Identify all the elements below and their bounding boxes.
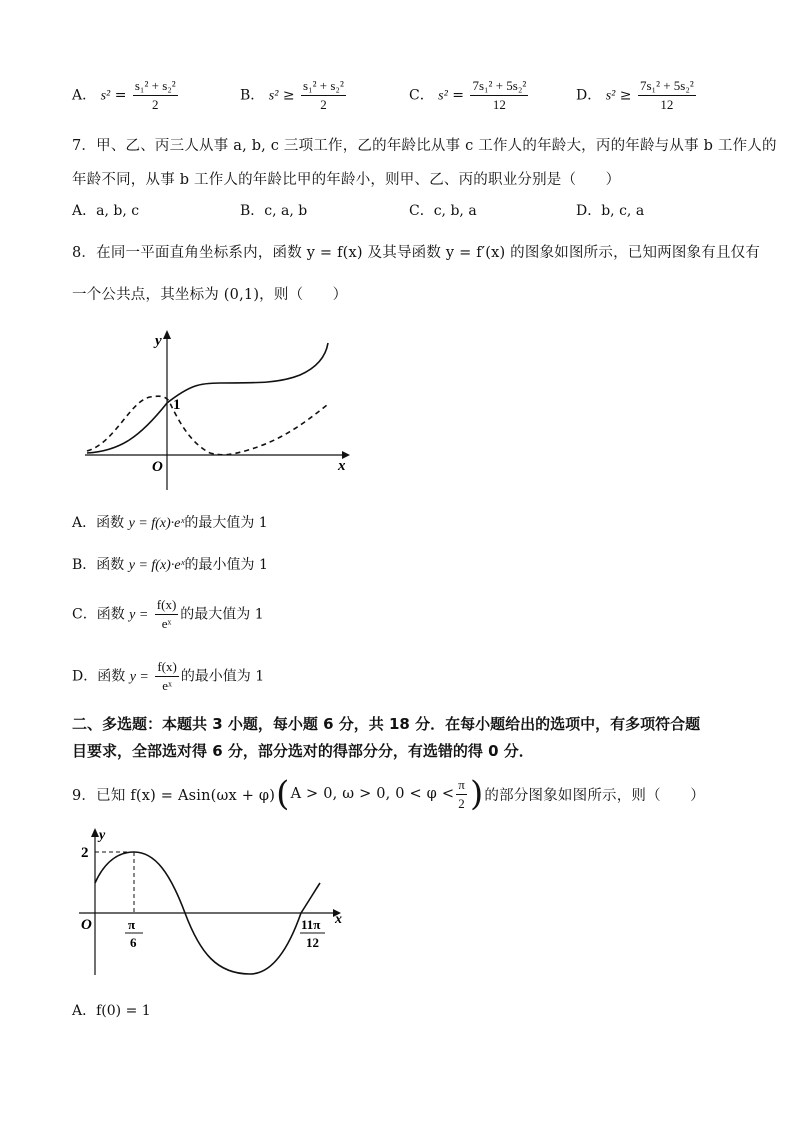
option-label: C．: [409, 87, 434, 104]
section2-heading-line1: 二、多选题：本题共 3 小题，每小题 6 分，共 18 分．在每小题给出的选项中，有多项符合题: [72, 715, 701, 733]
q8-stem-line2: 一个公共点，其坐标为 (0,1)，则（ ）: [72, 287, 348, 303]
option-lhs: s²: [438, 88, 448, 104]
option-fraction: $\frac{\text{s₁² + s₂²}}{2}$: [303, 78, 344, 112]
q7-option-a: A．a, b, c: [72, 203, 140, 219]
q9-stem: 9．已知 f(x) = Asin(ωx + φ) ( A > 0, ω > 0, 0 < φ < $\frac{\pi}{2}$ ) 的部分图象如图所示，则（ ）: [72, 774, 705, 814]
option-fraction: $\frac{\text{7s₁² + 5s₂²}}{12}$: [472, 78, 527, 112]
q7-option-c: C．c, b, a: [409, 203, 477, 219]
graph-x-label: x: [335, 912, 342, 927]
option-fraction: $\frac{f(x)}{\text{eˣ}}$: [156, 597, 177, 631]
q9-option-a: A．f(0) = 1: [72, 1003, 151, 1019]
option-relation: =: [452, 87, 465, 104]
q6-option-a: [72, 78, 180, 113]
option-relation: ≥: [619, 87, 632, 104]
q6-option-c: [409, 78, 530, 113]
option-fraction: $\frac{\text{s₁² + s₂²}}{2}$: [134, 78, 176, 112]
q7-stem-line2: 年龄不同，从事 b 工作人的年龄比甲的年龄小，则甲、乙、丙的职业分别是（ ）: [72, 172, 621, 188]
option-lhs: s²: [100, 88, 111, 104]
graph-origin-label: O: [81, 917, 92, 933]
q8-stem-line1: 8．在同一平面直角坐标系内，函数 y = f(x) 及其导函数 y = f′(x) 的图象如图所示，已知两图象有且仅有: [72, 245, 761, 261]
q6-option-b: [240, 78, 348, 113]
tick2-numerator: 11π: [301, 917, 321, 932]
q8-option-b: B．函数 y = f(x)·eˣ的最小值为 1: [72, 557, 268, 573]
condition-fraction: $\frac{\pi}{2}$: [458, 776, 465, 811]
graph-x-label: x: [338, 458, 346, 474]
tick2-denominator: 12: [306, 935, 319, 950]
y-axis-arrow-icon: [163, 330, 171, 339]
q7-option-b: B．c, a, b: [240, 203, 308, 219]
option-lhs: s²: [268, 88, 279, 104]
graph-point-label: 1: [173, 397, 181, 413]
derivative-curve-dashed: [87, 396, 327, 455]
option-label: A．: [72, 87, 97, 104]
graph-peak-label: 2: [81, 845, 89, 861]
q9-graph: [75, 825, 360, 980]
section2-heading-line2: 目要求，全部选对得 6 分，部分选对的得部分分，有选错的得 0 分．: [72, 742, 534, 760]
option-relation: =: [114, 87, 127, 104]
y-axis-arrow-icon: [91, 828, 99, 837]
q6-option-d: [576, 78, 698, 113]
option-label: B．: [240, 87, 265, 104]
tick1-denominator: 6: [130, 935, 137, 950]
q8-graph: [80, 325, 360, 495]
q7-stem-line1: 7．甲、乙、丙三人从事 a, b, c 三项工作，乙的年龄比从事 c 工作人的年龄大，丙的年龄与从事 b 工作人的: [72, 138, 777, 154]
q8-option-d: D．函数 y = $\frac{f(x)}{\text{eˣ}}$ 的最小值为 1: [72, 659, 265, 693]
tick1-numerator: π: [128, 917, 136, 932]
q8-option-c: C．函数 y = $\frac{f(x)}{\text{eˣ}}$ 的最大值为 1: [72, 597, 264, 631]
option-lhs: s²: [605, 88, 616, 104]
q7-option-d: D．b, c, a: [576, 203, 645, 219]
function-curve-solid: [87, 343, 328, 453]
option-label: D．: [576, 87, 602, 104]
option-relation: ≥: [282, 87, 295, 104]
graph-y-label: y: [155, 333, 162, 349]
graph-origin-label: O: [152, 459, 163, 475]
option-fraction: $\frac{f(x)}{\text{eˣ}}$: [157, 659, 177, 693]
graph-y-label: y: [99, 828, 106, 843]
q8-option-a: A．函数 y = f(x)·eˣ的最大值为 1: [72, 515, 268, 531]
option-fraction: $\frac{\text{7s₁² + 5s₂²}}{12}$: [639, 78, 694, 112]
